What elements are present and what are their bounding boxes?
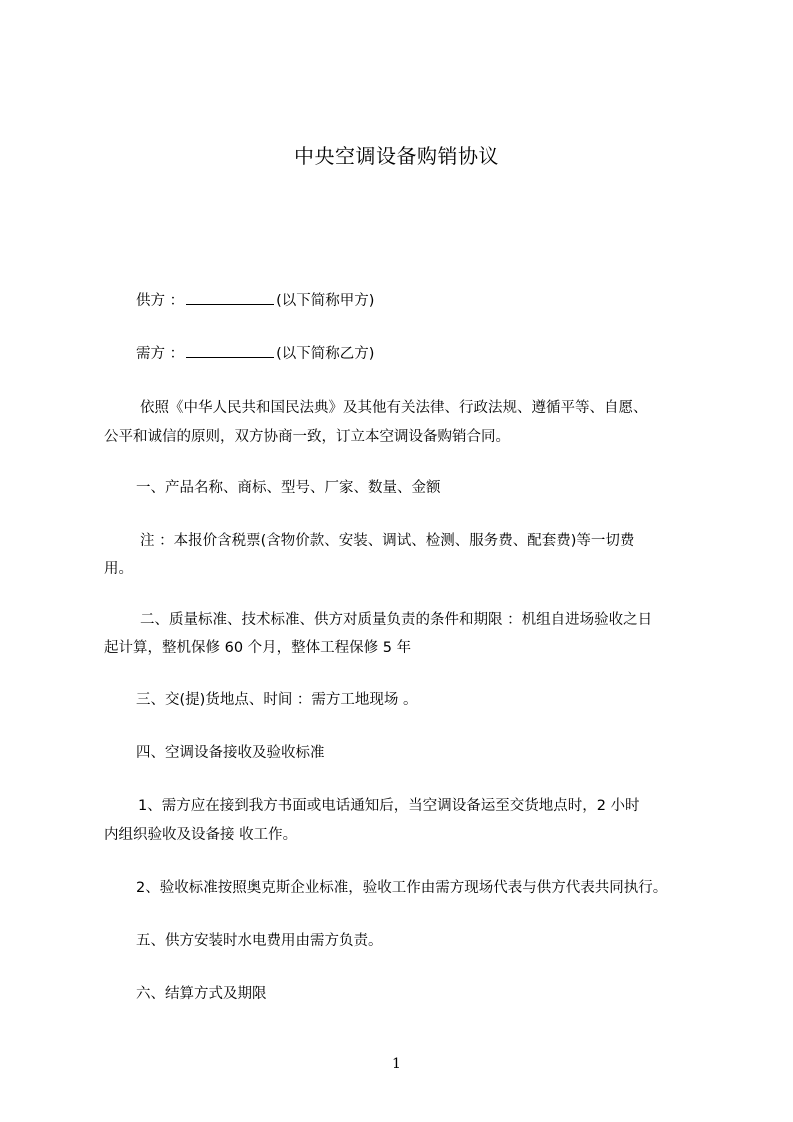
note-line-2: 用。 [104,561,133,577]
party-a-suffix: (以下简称甲方) [276,293,375,309]
section-5-heading: 五、供方安装时水电费用由需方负责。 [136,933,383,949]
section-4-heading: 四、空调设备接收及验收标准 [136,745,325,761]
section-1-heading: 一、产品名称、商标、型号、厂家、数量、金额 [136,480,441,496]
party-a-label: 供方 ： [136,293,185,309]
preamble-line-2: 公平和诚信的原则，双方协商一致，订立本空调设备购销合同。 [104,429,510,445]
item-1-line-1: 1、需方应在接到我方书面或电话通知后，当空调设备运至交货地点时，2 小时 [138,798,640,814]
note-line-1: 注 ：本报价含税票(含物价款、安装、调试、检测、服务费、配套费)等一切费 [140,533,635,549]
section-3-heading: 三、交(提)货地点、时间 ：需方工地现场 。 [136,692,418,708]
party-a-line [136,285,756,317]
section-2-line-2: 起计算，整机保修 60 个月，整体工程保修 5 年 [104,640,412,656]
document-title: 中央空调设备购销协议 [294,144,499,168]
preamble-line-1: 依照《中华人民共和国民法典》及其他有关法律、行政法规、遵循平等、自愿、 [140,400,648,416]
party-a-blank [186,290,274,305]
item-1-line-2: 内组织验收及设备接 收工作。 [104,827,298,843]
party-b-suffix: (以下简称乙方) [276,346,375,362]
party-b-label: 需方 ： [136,346,185,362]
party-b-blank [186,343,274,358]
party-b-line [136,338,756,370]
section-6-heading: 六、结算方式及期限 [136,986,267,1002]
item-2-line: 2、验收标准按照奥克斯企业标准，验收工作由需方现场代表与供方代表共同执行。 [136,880,668,896]
section-2-line-1: 二、质量标准、技术标准、供方对质量负责的条件和期限 ：机组自进场验收之日 [140,612,653,628]
page-number: 1 [392,1056,401,1072]
